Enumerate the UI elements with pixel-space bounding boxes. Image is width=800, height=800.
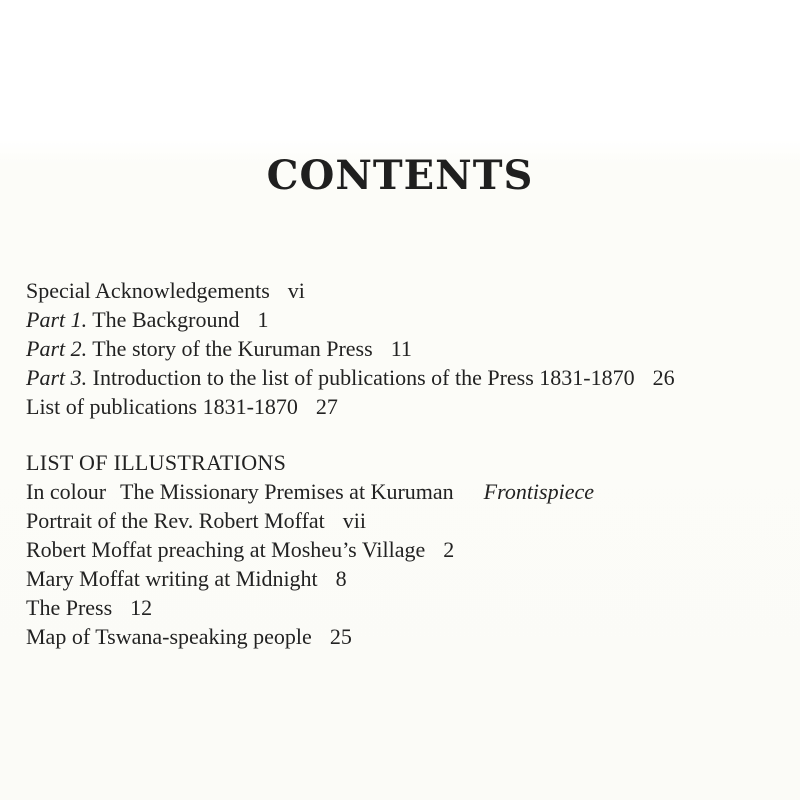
illustration-page: 2 <box>443 537 455 562</box>
illustration-title: The Press <box>26 595 113 620</box>
illustration-entry <box>26 566 347 592</box>
entry-page: 1 <box>257 307 269 332</box>
illustration-page: 12 <box>130 595 153 620</box>
illustration-title: Mary Moffat writing at Midnight <box>26 566 318 591</box>
illustration-page: Frontispiece <box>483 479 595 504</box>
illustration-title: The Missionary Premises at Kuruman <box>120 479 454 504</box>
entry-part: Part 1. <box>26 307 88 332</box>
illustration-entry <box>26 624 352 650</box>
entry-part: Part 3. <box>26 365 88 390</box>
entry-page: 11 <box>390 336 412 361</box>
contents-entry <box>26 365 675 391</box>
contents-entry <box>26 336 412 362</box>
entry-page: vi <box>287 278 305 303</box>
illustration-title: Map of Tswana-speaking people <box>26 624 312 649</box>
contents-entry <box>26 394 338 420</box>
entry-title: The Background <box>92 307 240 332</box>
illustrations-heading: LIST OF ILLUSTRATIONS <box>26 450 287 475</box>
illustration-entry <box>26 537 454 563</box>
entry-page: 26 <box>652 365 675 390</box>
entry-part: Part 2. <box>26 336 88 361</box>
entry-title: Special Acknowledgements <box>26 278 270 303</box>
illustration-entry <box>26 508 366 534</box>
entry-title: Introduction to the list of publications of the Press 1831-1870 <box>92 365 635 390</box>
entry-page: 27 <box>315 394 338 419</box>
page-title: CONTENTS <box>266 152 534 199</box>
contents-entry <box>26 307 268 333</box>
contents-entry <box>26 278 305 304</box>
illustration-entry <box>26 595 152 621</box>
illustration-prefix: In colour <box>26 479 107 504</box>
illustration-page: 25 <box>329 624 352 649</box>
illustration-title: Robert Moffat preaching at Mosheu’s Village <box>26 537 426 562</box>
illustration-entry <box>26 479 594 505</box>
illustration-title: Portrait of the Rev. Robert Moffat <box>26 508 325 533</box>
entry-title: The story of the Kuruman Press <box>92 336 373 361</box>
entry-title: List of publications 1831-1870 <box>26 394 298 419</box>
illustration-page: 8 <box>335 566 347 591</box>
illustration-page: vii <box>342 508 367 533</box>
